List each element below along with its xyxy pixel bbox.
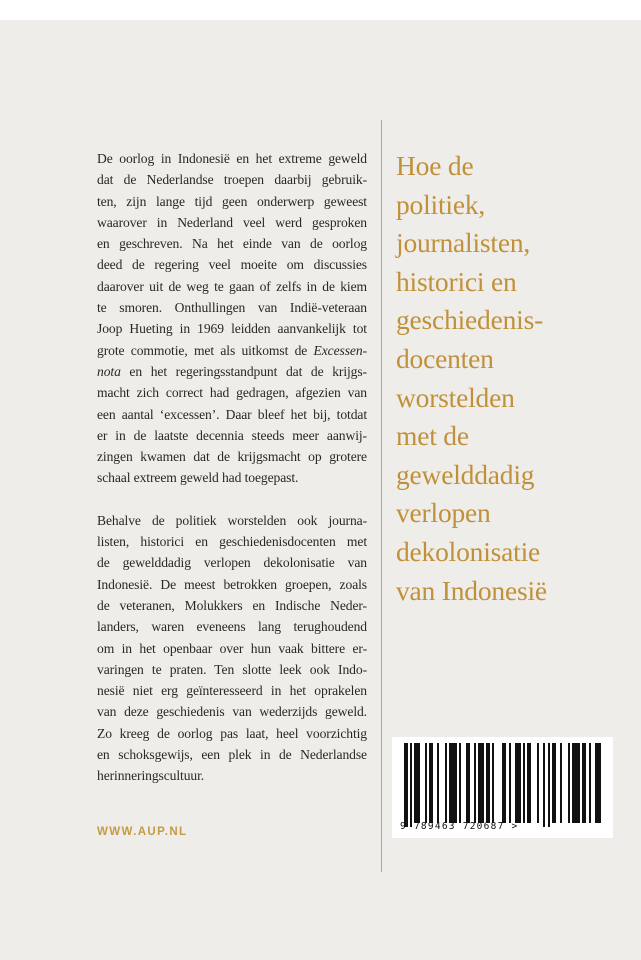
barcode-bar xyxy=(502,743,506,823)
pullquote-line: van Indonesië xyxy=(396,574,547,606)
publisher-website: WWW.AUP.NL xyxy=(97,826,188,838)
barcode-bar xyxy=(414,743,420,823)
barcode-bar xyxy=(552,743,556,823)
text-line: de gewelddadig verlopen dekolonisatie van xyxy=(97,555,367,571)
text-line: de veteranen, Molukkers en Indische Neder- xyxy=(97,597,367,613)
pullquote-line: journalisten, xyxy=(396,227,531,259)
text-line: grote commotie, met als uitkomst de Excessen- xyxy=(97,342,367,358)
text-line: macht zich correct had gedragen, afgezien van xyxy=(97,385,367,401)
barcode-bar xyxy=(589,743,591,823)
pullquote-line: met de xyxy=(396,420,469,452)
barcode-bar xyxy=(437,743,439,823)
barcode-bar xyxy=(429,743,433,823)
barcode-bar xyxy=(572,743,580,823)
isbn-digits: 9 789463 720687 > xyxy=(400,821,519,832)
blurb-text xyxy=(97,148,367,808)
barcode-bar xyxy=(548,743,550,827)
book-back-cover xyxy=(0,20,641,960)
barcode-bar xyxy=(410,743,412,827)
text-line: zingen kwamen dat de krijgsmacht op grotere xyxy=(97,449,367,465)
blurb-paragraph-2 xyxy=(97,510,367,787)
text-line: te smoren. Onthullingen van Indië-veteraan xyxy=(97,300,367,316)
barcode-bar xyxy=(509,743,511,823)
barcode-bar xyxy=(515,743,521,823)
pullquote xyxy=(396,147,636,610)
barcode-bar xyxy=(459,743,461,823)
text-line: van deze geschiedenis van wederzijds geweld. xyxy=(97,704,367,720)
pullquote-line: geschiedenis- xyxy=(396,304,544,336)
pullquote-line: gewelddadig xyxy=(396,458,535,490)
text-line: Behalve de politiek worstelden ook journa- xyxy=(97,512,367,528)
barcode-bar xyxy=(425,743,427,823)
barcode-bar xyxy=(474,743,476,823)
barcode-bar xyxy=(543,743,545,827)
text-line: en schoksgewijs, een plek in de Nederlandse xyxy=(97,747,367,763)
pullquote-line: politiek, xyxy=(396,188,486,220)
text-line: Zo kreeg de oorlog pas laat, heel voorzichtig xyxy=(97,725,367,741)
blurb-paragraph-1 xyxy=(97,148,367,489)
pullquote-line: worstelden xyxy=(396,381,515,413)
pullquote-line: historici en xyxy=(396,265,517,297)
text-line: varingen te praten. Ten slotte leek ook Indo- xyxy=(97,661,367,677)
isbn-barcode xyxy=(392,737,613,838)
text-line: schaal extreem geweld had toegepast. xyxy=(97,470,299,486)
text-line: daarover uit de weg te gaan of zelfs in de kiem xyxy=(97,278,367,294)
barcode-bar xyxy=(445,743,447,823)
text-line: om in het openbaar over hun vaak bittere er- xyxy=(97,640,367,656)
barcode-bar xyxy=(582,743,586,823)
text-line: er in de laatste decennia steeds meer aanwij- xyxy=(97,427,367,443)
text-line: nota en het regeringsstandpunt dat de krijgs- xyxy=(97,363,367,379)
barcode-bar xyxy=(560,743,562,823)
text-line: nesië niet erg geïnteresseerd in het oprakelen xyxy=(97,683,367,699)
barcode-bar xyxy=(537,743,539,823)
barcode-bar xyxy=(478,743,484,823)
text-line: landers, waren eveneens lang terughoudend xyxy=(97,619,367,635)
barcode-bar xyxy=(568,743,570,823)
barcode-bar xyxy=(527,743,531,823)
text-line: dat de Nederlandse troepen daarbij gebruik- xyxy=(97,172,367,188)
barcode-bar xyxy=(486,743,490,823)
barcode-bar xyxy=(449,743,457,823)
text-line: ten, zijn lange tijd geen onderwerp geweest xyxy=(97,193,367,209)
divider-line xyxy=(381,120,382,872)
pullquote-line: docenten xyxy=(396,342,494,374)
pullquote-line: dekolonisatie xyxy=(396,535,541,567)
text-line: Indonesië. De meest betrokken groepen, zoals xyxy=(97,576,367,592)
barcode-bar xyxy=(595,743,601,823)
barcode-bar xyxy=(466,743,470,823)
text-line: Joop Hueting in 1969 leidden aanvankelijk tot xyxy=(97,321,367,337)
barcode-bar xyxy=(523,743,525,823)
text-line: een aantal ‘excessen’. Daar bleef het bij, totdat xyxy=(97,406,367,422)
barcode-bar xyxy=(492,743,494,823)
barcode-bars xyxy=(402,743,603,823)
text-line: De oorlog in Indonesië en het extreme geweld xyxy=(97,151,367,166)
barcode-bar xyxy=(404,743,408,827)
text-line: en geschreven. Na het einde van de oorlog xyxy=(97,236,367,252)
pullquote-line: verlopen xyxy=(396,497,491,529)
text-line: deed de regering veel moeite om discussies xyxy=(97,257,367,273)
text-line: waarover in Nederland veel werd gesproken xyxy=(97,214,367,230)
text-line: herinneringscultuur. xyxy=(97,768,205,784)
text-line: listen, historici en geschiedenisdocenten met xyxy=(97,534,367,550)
pullquote-line: Hoe de xyxy=(396,150,474,181)
barcode-graphic xyxy=(402,743,603,825)
